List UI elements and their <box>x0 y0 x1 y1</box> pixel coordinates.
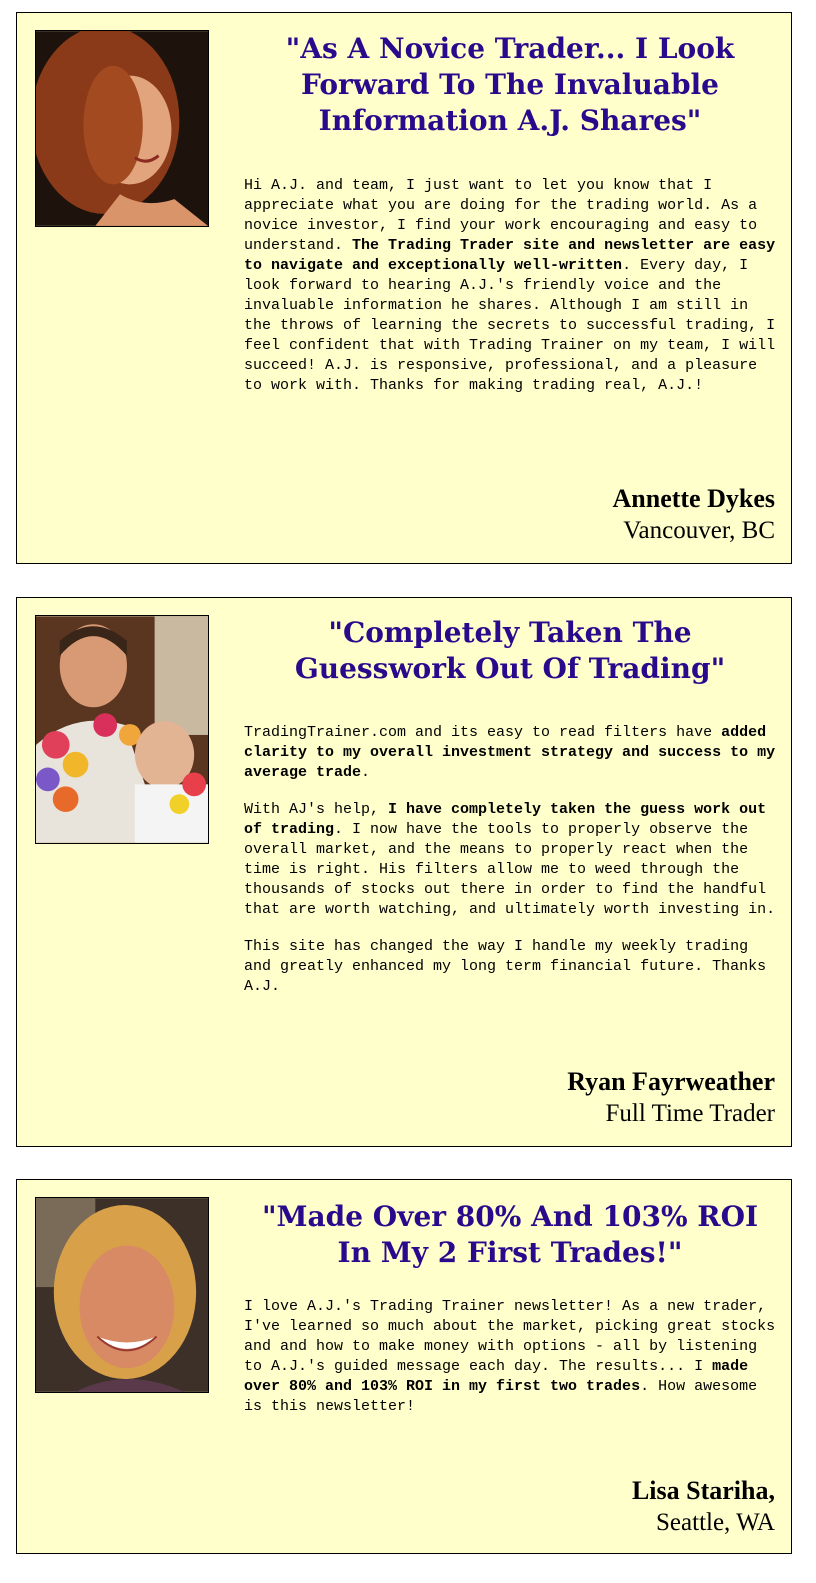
body-text-emphasis: The Trading Trader site and newsletter are easy to navigate and exceptionally well-written <box>244 237 776 274</box>
body-text-run: . How awesome is this newsletter! <box>244 1378 758 1415</box>
testimonial-headline: "Completely Taken The Guesswork Out Of Trading" <box>294 616 726 685</box>
testimonial-photo <box>35 615 209 844</box>
body-text-run: With AJ's help, <box>244 801 389 818</box>
testimonial-signature <box>567 1066 775 1130</box>
body-text-run: . <box>361 764 371 781</box>
testimonial-paragraph <box>244 176 784 396</box>
testimonial-photo <box>35 30 209 227</box>
body-text-run: This site has changed the way I handle my weekly trading and greatly enhanced my long term financial future. Thanks A.J. <box>244 938 767 995</box>
testimonial-headline: "Made Over 80% And 103% ROI In My 2 First Trades!" <box>261 1200 759 1269</box>
body-text-emphasis: added clarity to my overall investment strategy and success to my average trade <box>244 724 776 781</box>
author-location: Seattle, WA <box>656 1509 775 1536</box>
body-text-emphasis: I have completely taken the guess work out of trading <box>244 801 767 838</box>
body-text-run: . I now have the tools to properly observe the overall market, and the means to properly react when the time is right. His filters allow me to weed through the thousands of stocks out there in order to find the handful that are worth watching, and ultimately worth investing in. <box>244 821 776 918</box>
testimonial-paragraph <box>244 1297 784 1417</box>
author-name: Lisa Stariha, <box>631 1476 775 1505</box>
testimonial-card <box>16 597 792 1147</box>
author-location: Vancouver, BC <box>623 517 775 544</box>
testimonial-paragraph <box>244 937 784 997</box>
testimonial-body <box>244 1297 784 1417</box>
testimonial-signature <box>632 1475 775 1539</box>
author-name: Ryan Fayrweather <box>567 1067 775 1096</box>
testimonial-paragraph <box>244 723 784 783</box>
testimonial-card <box>16 12 792 564</box>
author-name: Annette Dykes <box>612 484 775 513</box>
testimonial-photo <box>35 1197 209 1393</box>
portrait-woman-icon <box>36 31 208 226</box>
testimonial-headline: "As A Novice Trader... I Look Forward To The Invaluable Information A.J. Shares" <box>285 32 735 137</box>
body-text-run: . Every day, I look forward to hearing A.J.'s friendly voice and the invaluable information he shares. Although I am still in the throws of learning the secrets to successful trading, I feel confident that with Trading Trainer on my team, I will succeed! A.J. is responsive, professional, and a pleasure to work with. Thanks for making trading real, A.J.! <box>244 257 776 394</box>
testimonial-card <box>16 1179 792 1554</box>
body-text-run: Hi A.J. and team, I just want to let you know that I appreciate what you are doing for the trading world. As a novice investor, I find your work encouraging and easy to understand. <box>244 177 758 254</box>
portrait-man-baby-icon <box>36 616 208 843</box>
testimonial-signature <box>613 483 776 547</box>
testimonial-paragraph <box>244 800 784 920</box>
testimonial-body <box>244 723 784 997</box>
body-text-emphasis: made over 80% and 103% ROI in my first two trades <box>244 1358 749 1395</box>
testimonial-body <box>244 176 784 396</box>
body-text-run: I love A.J.'s Trading Trainer newsletter! As a new trader, I've learned so much about the market, picking great stocks and and how to make money with options - all by listening to A.J.'s guided message each day. The results... I <box>244 1298 776 1375</box>
portrait-smiling-woman-icon <box>36 1198 208 1392</box>
body-text-run: TradingTrainer.com and its easy to read filters have <box>244 724 722 741</box>
author-location: Full Time Trader <box>605 1100 775 1127</box>
